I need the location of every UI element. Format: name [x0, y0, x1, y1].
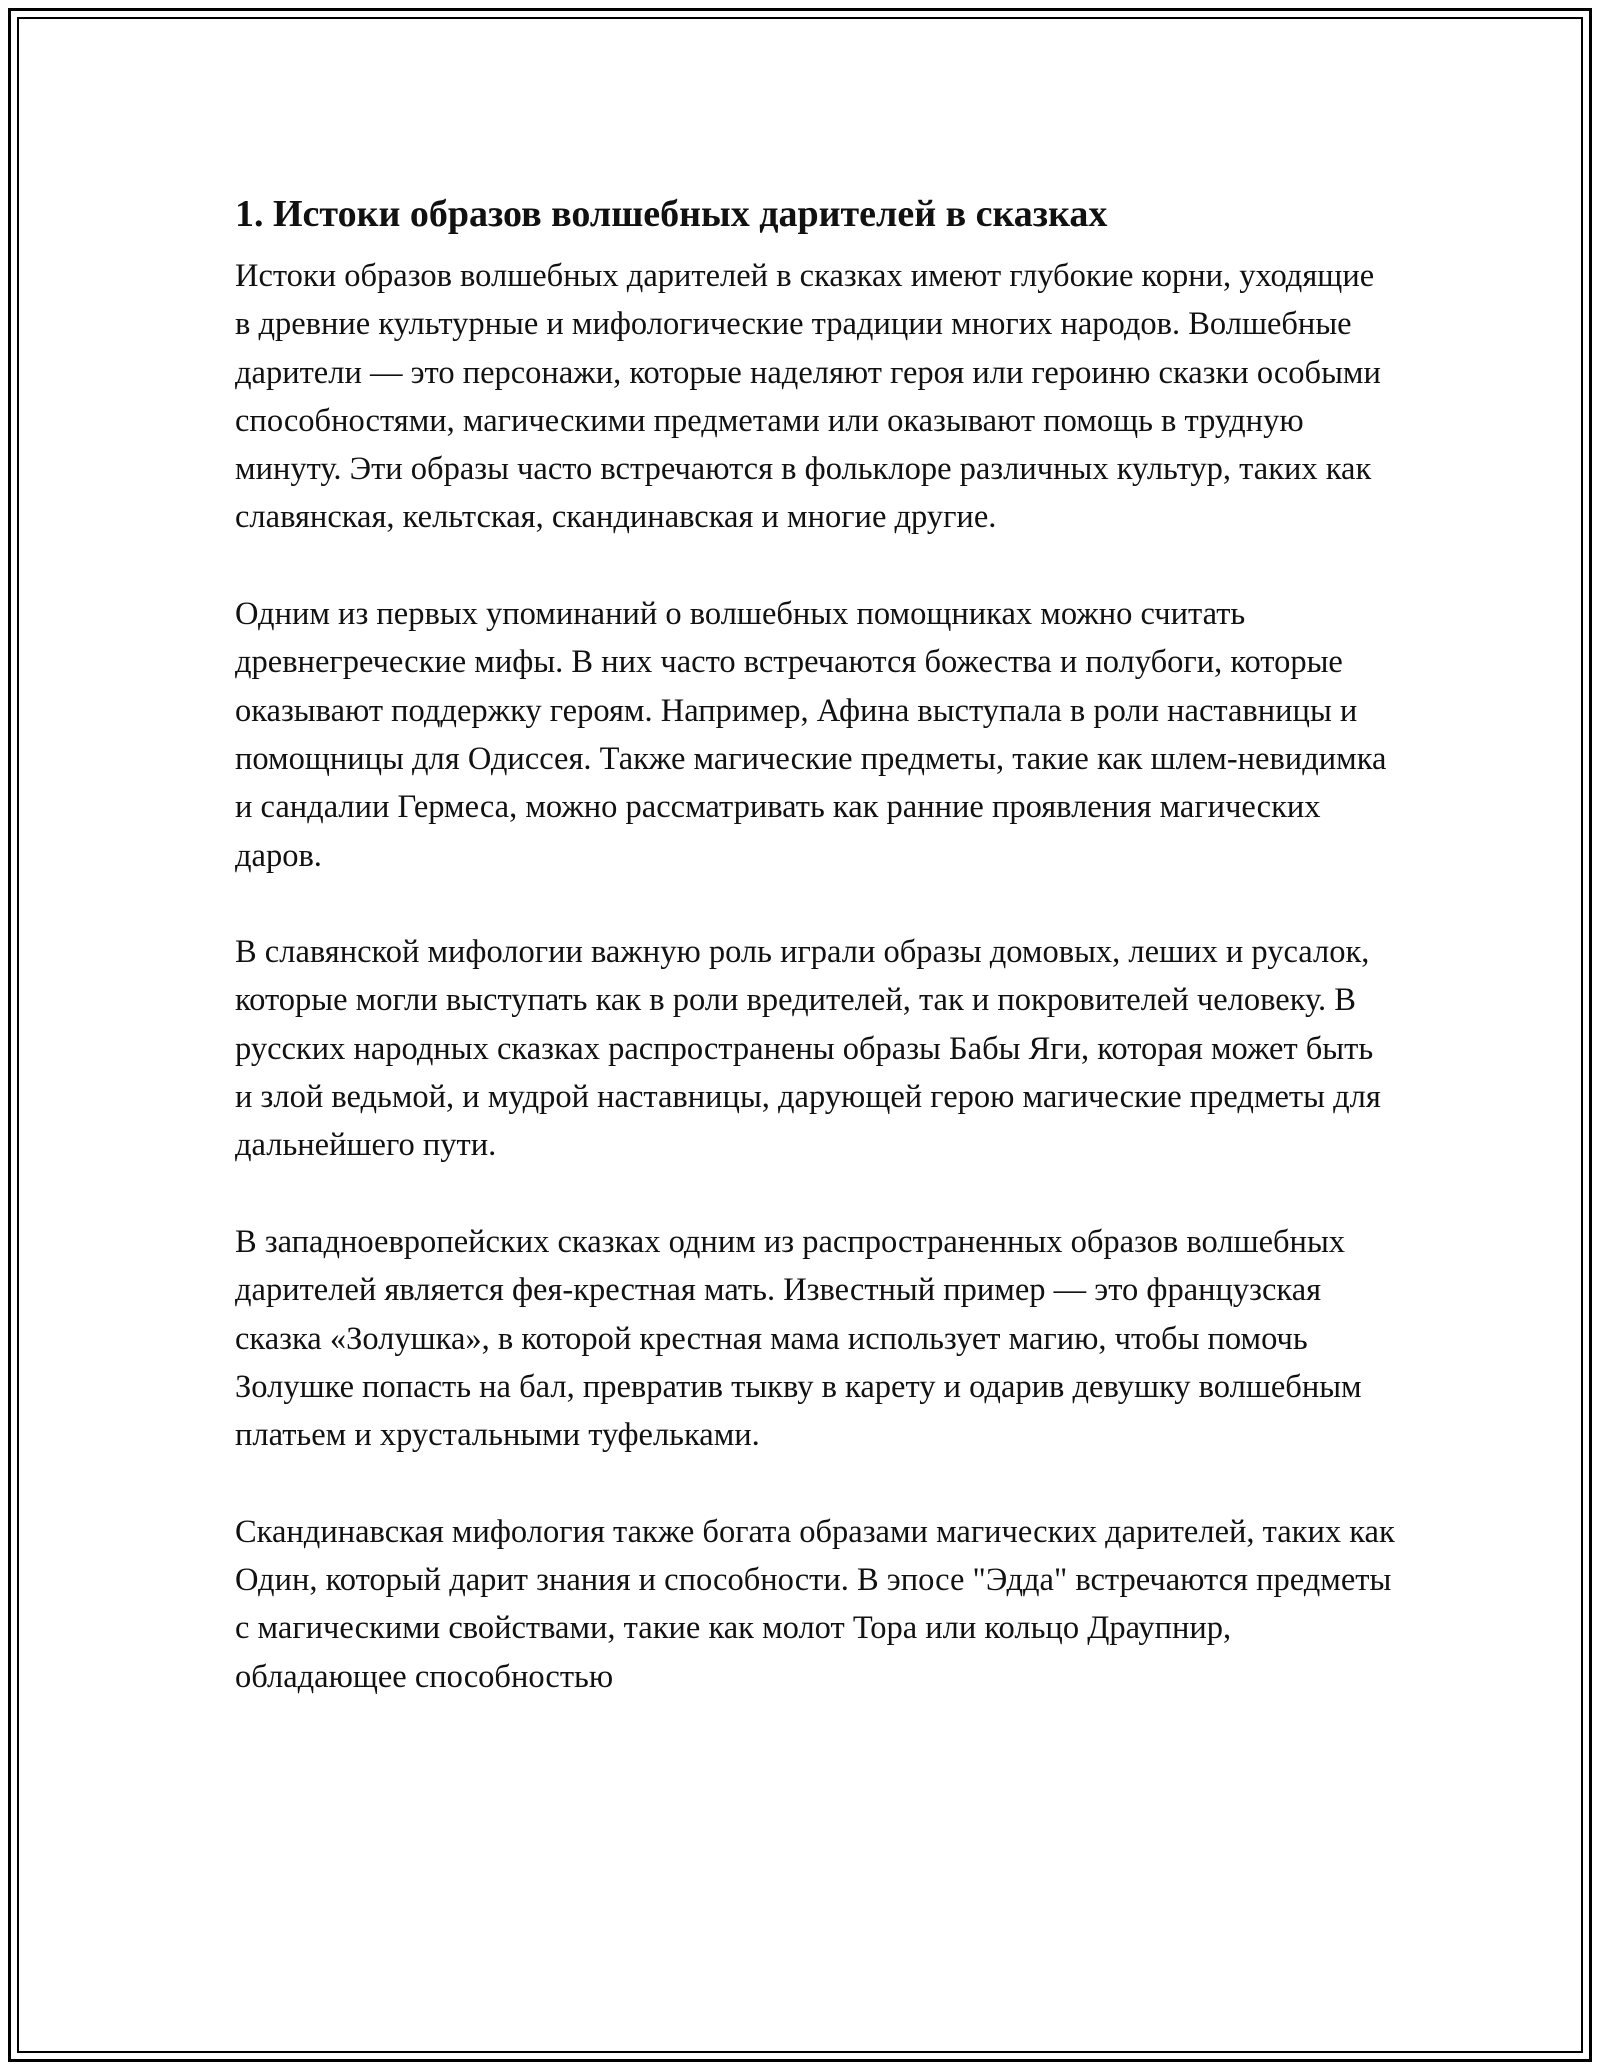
section-heading: 1. Истоки образов волшебных дарителей в сказках — [235, 193, 1108, 235]
paragraph-5: Скандинавская мифология также богата образами магических дарителей, таких как Один, который дарит знания и способности. В эпосе "Эдда" встречаются предметы с магическими свойствами, такие как молот Тора или кольцо Драупнир, обладающее способностью — [235, 1513, 1395, 1695]
paragraph-2: Одним из первых упоминаний о волшебных помощниках можно считать древнегреческие мифы. В них часто встречаются божества и полубоги, которые оказывают поддержку героям. Например, Афина выступала в роли наставницы и помощницы для Одиссея. Также магические предметы, такие как шлем-невидимка и сандалии Гермеса, можно рассматривать как ранние проявления магических даров. — [235, 596, 1387, 874]
paragraph-1: Истоки образов волшебных дарителей в сказках имеют глубокие корни, уходящие в древние культурные и мифологические традиции многих народов. Волшебные дарители — это персонажи, которые наделяют героя или героиню сказки особыми способностями, магическими предметами или оказывают помощь в трудную минуту. Эти образы часто встречаются в фольклоре различных культур, таких как славянская, кельтская, скандинавская и многие другие. — [235, 258, 1381, 536]
paragraph-3: В славянской мифологии важную роль играли образы домовых, леших и русалок, которые могли выступать как в роли вредителей, так и покровителей человеку. В русских народных сказках распространены образы Бабы Яги, которая может быть и злой ведьмой, и мудрой наставницы, дарующей герою магические предметы для дальнейшего пути. — [235, 934, 1381, 1164]
document-body — [235, 184, 1395, 1701]
paragraph-4: В западноевропейских сказках одним из распространенных образов волшебных дарителей является фея-крестная мать. Известный пример — это французская сказка «Золушка», в которой крестная мама использует магию, чтобы помочь Золушке попасть на бал, превратив тыкву в карету и одарив девушку волшебным платьем и хрустальными туфельками. — [235, 1223, 1362, 1454]
